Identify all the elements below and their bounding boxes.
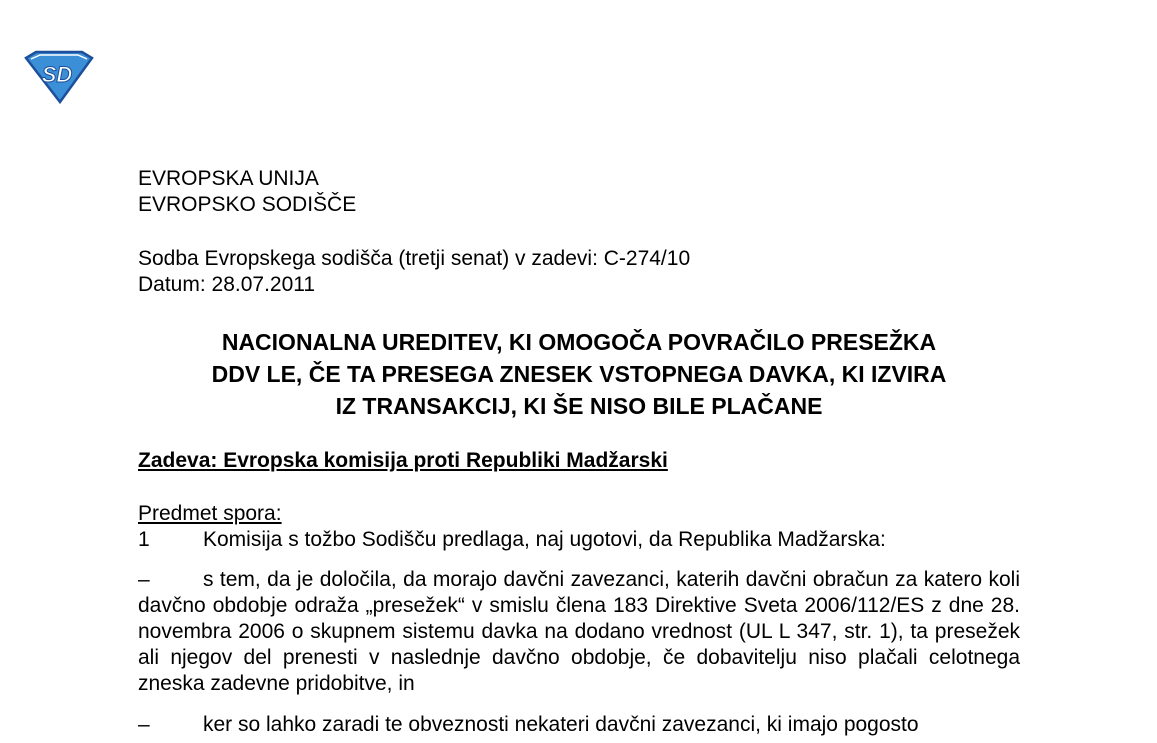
bullet-dash: – (138, 568, 150, 591)
bullet-dash: – (138, 713, 150, 736)
institution-line-1: EVROPSKA UNIJA (138, 167, 319, 190)
subject-heading: Predmet spora: (138, 502, 282, 525)
title-line-1: NACIONALNA UREDITEV, KI OMOGOČA POVRAČILO PRESEŽKA (221, 329, 937, 355)
title-line-2: DDV LE, ČE TA PRESEGA ZNESEK VSTOPNEGA DAVKA, KI IZVIRA (211, 361, 947, 387)
bullet-text: ker so lahko zaradi te obveznosti nekateri davčni zavezanci, ki imajo pogosto (203, 713, 919, 736)
title-line-3: IZ TRANSAKCIJ, KI ŠE NISO BILE PLAČANE (335, 393, 823, 419)
item-text: Komisija s tožbo Sodišču predlaga, naj ugotovi, da Republika Madžarska: (203, 528, 886, 551)
document-title (138, 326, 1020, 422)
judgment-reference: Sodba Evropskega sodišča (tretji senat) v zadevi: C-274/10 (138, 247, 691, 270)
bullet-paragraph-2 (138, 712, 1020, 738)
institution-line-2: EVROPSKO SODIŠČE (138, 193, 357, 216)
item-number: 1 (138, 528, 150, 551)
bullet-paragraph-1 (138, 567, 1020, 697)
logo-text: SD (41, 62, 73, 87)
bullet-text: s tem, da je določila, da morajo davčni zavezanci, katerih davčni obračun za katero koli davčno obdobje odraža „presežek“ v smislu člena 183 Direktive Sveta 2006/112/ES z dne 28. novembra 2006 o skupnem sistemu davka na dodano vrednost (UL L 347, str. 1), ta presežek ali njegov del prenesti v naslednje davčno obdobje, če dobavitelju niso plačali celotnega zneska zadevne pridobitve, in (138, 568, 1020, 695)
sd-logo (22, 50, 96, 104)
judgment-date: Datum: 28.07.2011 (138, 273, 316, 296)
case-heading: Zadeva: Evropska komisija proti Republiki Madžarski (138, 449, 668, 472)
